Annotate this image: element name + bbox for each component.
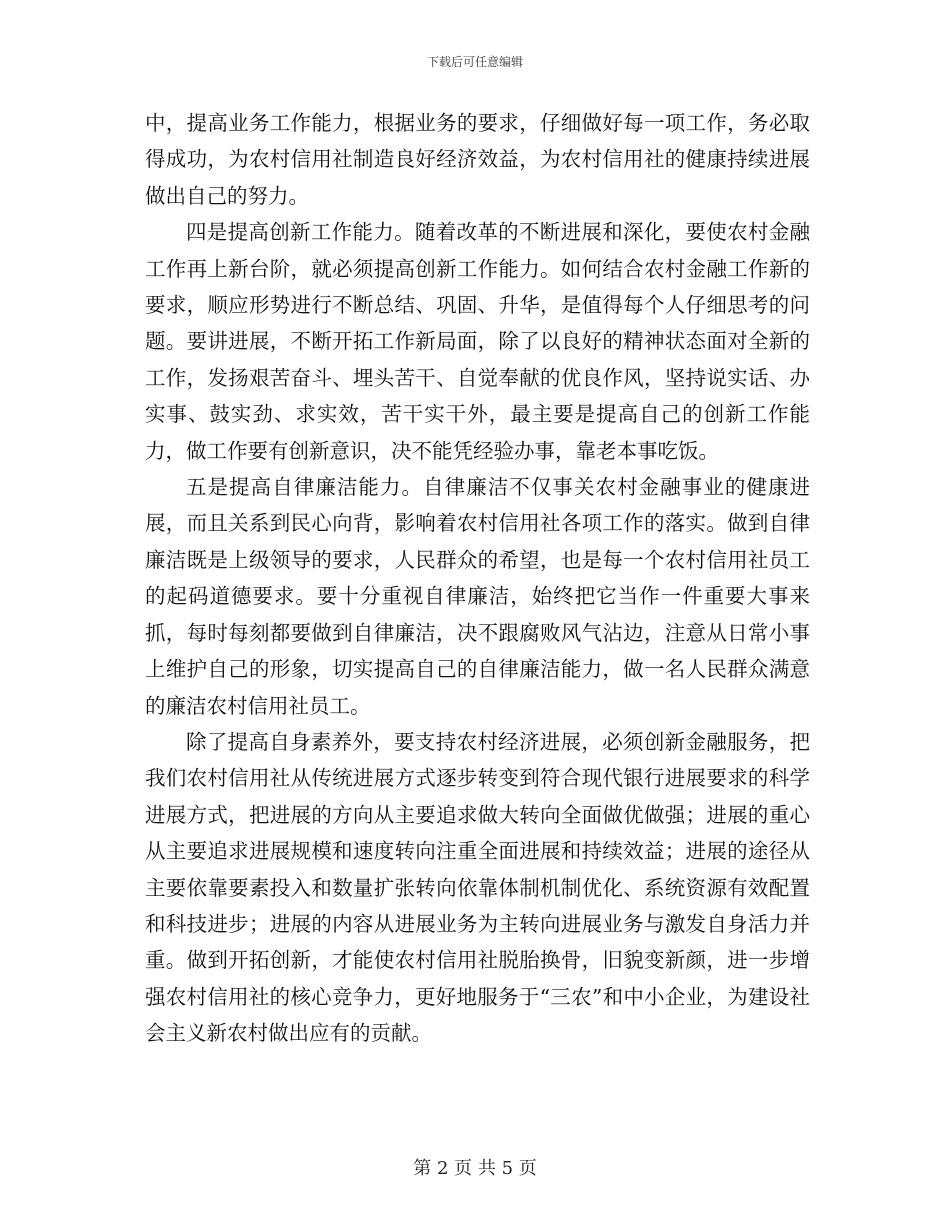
document-body	[145, 105, 810, 1052]
paragraph-financial-innovation: 除了提高自身素养外，要支持农村经济进展，必须创新金融服务，把我们农村信用社从传统进展方式逐步转变到符合现代银行进展要求的科学进展方式，把进展的方向从主要追求做大转向全面做优做强；进展的重心从主要追求进展规模和速度转向注重全面进展和持续效益；进展的途径从主要依靠要素投入和数量扩张转向依靠体制机制优化、系统资源有效配置和科技进步；进展的内容从进展业务为主转向进展业务与激发自身活力并重。做到开拓创新，才能使农村信用社脱胎换骨，旧貌变新颜，进一步增强农村信用社的核心竞争力，更好地服务于“三农”和中小企业，为建设社会主义新农村做出应有的贡献。	[145, 729, 810, 1046]
page-header: 下载后可任意编辑	[426, 55, 523, 69]
paragraph-innovation-ability: 四是提高创新工作能力。随着改革的不断进展和深化，要使农村金融工作再上新台阶，就必须提高创新工作能力。如何结合农村金融工作新的要求，顺应形势进行不断总结、巩固、升华，是值得每个人仔细思考的问题。要讲进展，不断开拓工作新局面，除了以良好的精神状态面对全新的工作，发扬艰苦奋斗、埋头苦干、自觉奉献的优良作风，坚持说实话、办实事、鼓实劲、求实效，苦干实干外，最主要是提高自己的创新工作能力，做工作要有创新意识，决不能凭经验办事，靠老本事吃饭。	[145, 220, 810, 463]
paragraph-continuation: 中，提高业务工作能力，根据业务的要求，仔细做好每一项工作，务必取得成功，为农村信用社制造良好经济效益，为农村信用社的健康持续进展做出自己的努力。	[145, 111, 810, 208]
paragraph-self-discipline: 五是提高自律廉洁能力。自律廉洁不仅事关农村金融事业的健康进展，而且关系到民心向背，影响着农村信用社各项工作的落实。做到自律廉洁既是上级领导的要求，人民群众的希望，也是每一个农村信用社员工的起码道德要求。要十分重视自律廉洁，始终把它当作一件重要大事来抓，每时每刻都要做到自律廉洁，决不跟腐败风气沾边，注意从日常小事上维护自己的形象，切实提高自己的自律廉洁能力，做一名人民群众满意的廉洁农村信用社员工。	[145, 475, 810, 718]
page-number-footer: 第 2 页 共 5 页	[413, 1158, 537, 1179]
